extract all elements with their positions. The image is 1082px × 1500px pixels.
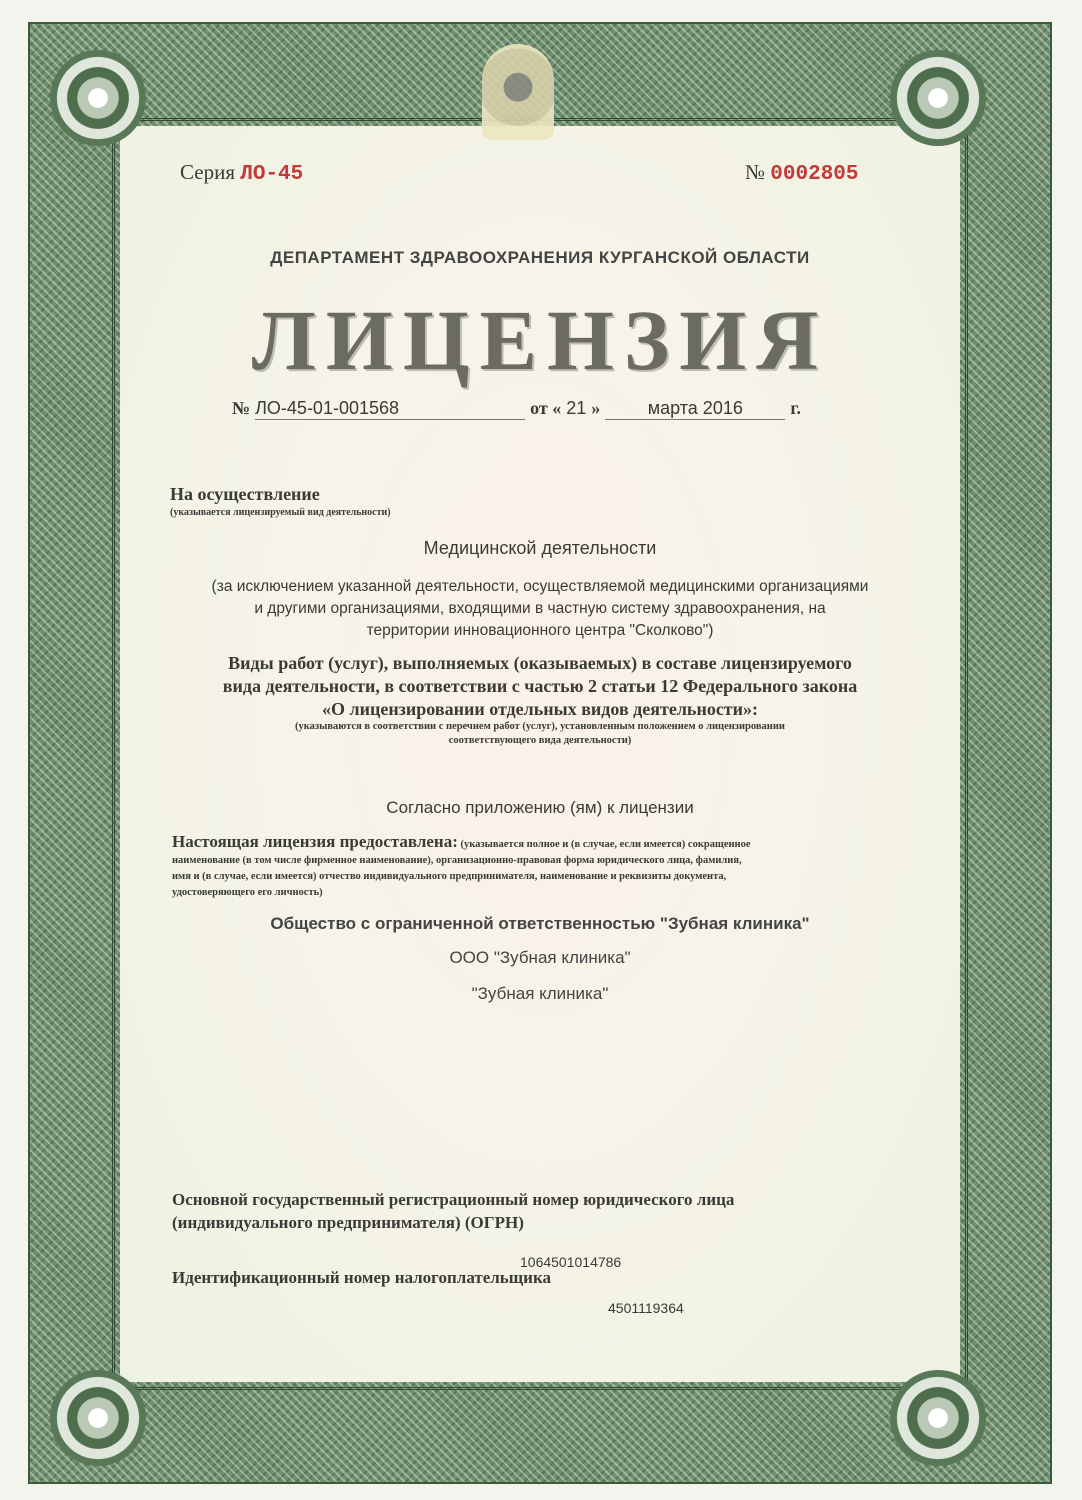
- series-value: ЛО-45: [240, 163, 304, 186]
- grantee-hint: наименование (в том числе фирменное наименование), организационно-правовая форма юридического лица, фамилия,: [172, 855, 742, 866]
- grantee-brand-name: "Зубная клиника": [471, 984, 609, 1003]
- ogrn-label-line: Основной государственный регистрационный номер юридического лица: [172, 1190, 735, 1209]
- works-hint-line: соответствующего вида деятельности): [448, 735, 632, 746]
- works-heading: [120, 652, 960, 721]
- series-label: Серия: [180, 160, 235, 184]
- from-label: от «: [530, 398, 562, 418]
- number-value: 0002805: [770, 163, 859, 186]
- quote-close: »: [591, 398, 601, 418]
- license-number-row: [232, 398, 801, 420]
- works-value: Согласно приложению (ям) к лицензии: [386, 798, 694, 817]
- coat-of-arms-emblem: [482, 44, 554, 140]
- series: [180, 160, 303, 186]
- exclusion-line: (за исключением указанной деятельности, осуществляемой медицинскими организациями: [211, 578, 869, 595]
- grantee-hint: (указывается полное и (в случае, если имеется) сокращенное: [460, 839, 751, 850]
- activity-value: Медицинской деятельности: [423, 538, 657, 558]
- grantee-label: Настоящая лицензия предоставлена:: [172, 832, 458, 851]
- inn-label: Идентификационный номер налогоплательщика: [172, 1268, 551, 1287]
- works-line: «О лицензировании отдельных видов деятельности»:: [321, 699, 759, 719]
- inn-value: 4501119364: [608, 1300, 684, 1316]
- no-label: №: [232, 398, 251, 418]
- corner-rosette-icon: [50, 1370, 146, 1466]
- grantee-full-name: Общество с ограниченной ответственностью "Зубная клиника": [270, 914, 810, 933]
- activity-label: На осуществление: [170, 484, 320, 504]
- works-hint: [120, 720, 960, 748]
- license-number: ЛО-45-01-001568: [255, 398, 525, 420]
- number-label: №: [745, 160, 766, 184]
- document-title: ЛИЦЕНЗИЯ: [251, 292, 829, 388]
- corner-rosette-icon: [890, 50, 986, 146]
- grantee-hint: имя и (в случае, если имеется) отчество индивидуального предпринимателя, наименование и реквизиты документа,: [172, 871, 727, 882]
- works-line: Виды работ (услуг), выполняемых (оказываемых) в составе лицензируемого: [228, 653, 852, 673]
- day: 21: [566, 398, 587, 418]
- department: ДЕПАРТАМЕНТ ЗДРАВООХРАНЕНИЯ КУРГАНСКОЙ ОБЛАСТИ: [270, 248, 810, 267]
- ogrn-label-line: (индивидуального предпринимателя) (ОГРН): [172, 1213, 524, 1232]
- year-suffix: г.: [790, 398, 801, 418]
- works-hint-line: (указываются в соответствии с перечнем работ (услуг), установленным положением о лицензировании: [295, 721, 785, 732]
- month-year: марта 2016: [605, 398, 785, 420]
- grantee-block: [172, 834, 932, 901]
- activity-exclusion: [120, 576, 960, 642]
- form-number: [745, 160, 859, 186]
- grantee-hint: удостоверяющего его личность): [172, 887, 323, 898]
- exclusion-line: и другими организациями, входящими в частную систему здравоохранения, на: [254, 600, 826, 617]
- grantee-short-name: ООО "Зубная клиника": [449, 948, 631, 967]
- ogrn-value: 1064501014786: [520, 1254, 622, 1270]
- ogrn-label: [172, 1188, 734, 1234]
- works-line: вида деятельности, в соответствии с частью 2 статьи 12 Федерального закона: [222, 676, 858, 696]
- corner-rosette-icon: [890, 1370, 986, 1466]
- activity-hint: (указывается лицензируемый вид деятельности): [170, 507, 391, 518]
- corner-rosette-icon: [50, 50, 146, 146]
- exclusion-line: территории инновационного центра "Сколково"): [366, 622, 714, 639]
